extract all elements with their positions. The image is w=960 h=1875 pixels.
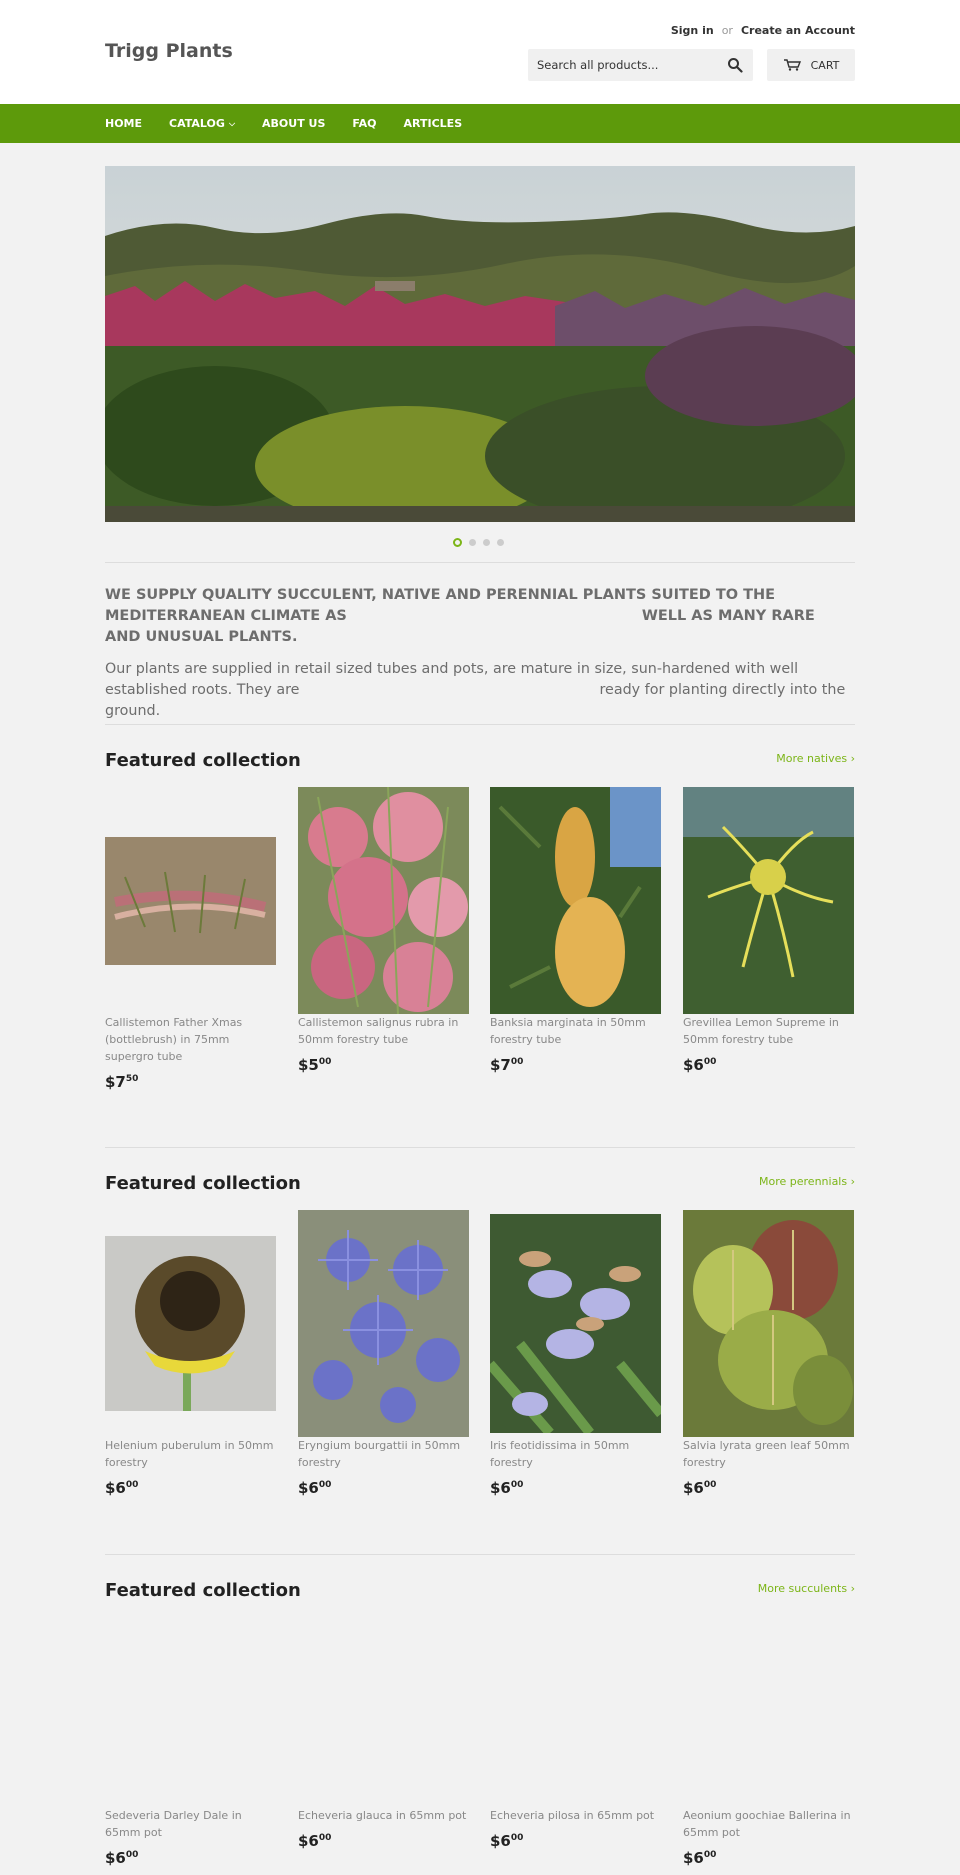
product-title[interactable]: Sedeveria Darley Dale in 65mm pot xyxy=(105,1809,242,1839)
product-card[interactable] xyxy=(298,787,469,1074)
product-image xyxy=(490,1214,661,1433)
product-card[interactable] xyxy=(683,787,854,1074)
product-image xyxy=(683,1210,854,1437)
product-image xyxy=(683,1563,854,1807)
slide-dot-4[interactable] xyxy=(497,539,504,546)
product-image xyxy=(298,1210,469,1437)
hero-slideshow[interactable] xyxy=(105,166,855,522)
nav-articles[interactable]: ARTICLES xyxy=(403,117,463,130)
cart-icon xyxy=(783,59,801,71)
product-image xyxy=(490,787,661,1014)
section-title: Featured collection xyxy=(105,1173,301,1194)
product-card[interactable] xyxy=(105,1563,276,1867)
more-perennials-link[interactable]: More perennials › xyxy=(759,1175,855,1188)
product-title[interactable]: Eryngium bourgattii in 50mm forestry xyxy=(298,1439,461,1469)
nav-about-us[interactable]: ABOUT US xyxy=(262,117,326,130)
product-card[interactable] xyxy=(683,1563,854,1867)
product-image xyxy=(105,1563,276,1807)
product-price: $\$6^{00}$ xyxy=(683,1849,717,1867)
product-title[interactable]: Callistemon salignus rubra in 50mm forestry tube xyxy=(298,1016,459,1046)
product-card[interactable] xyxy=(105,787,276,1091)
site-logo[interactable]: Trigg Plants xyxy=(105,40,233,62)
product-card[interactable] xyxy=(490,787,661,1074)
divider xyxy=(105,1147,855,1148)
sign-in-link[interactable]: Sign in xyxy=(670,24,714,37)
slide-dot-2[interactable] xyxy=(469,539,476,546)
section-title: Featured collection xyxy=(105,1580,301,1601)
product-image xyxy=(683,787,854,1014)
section-title: Featured collection xyxy=(105,750,301,771)
chevron-down-icon: ⌵ xyxy=(228,118,236,128)
divider xyxy=(105,1554,855,1555)
nav-catalog[interactable]: CATALOG ⌵ xyxy=(169,117,236,130)
product-price: $\$6^{00}$ xyxy=(490,1479,524,1497)
create-account-link[interactable]: Create an Account xyxy=(740,24,855,37)
product-price: $\$6^{00}$ xyxy=(298,1832,332,1850)
product-title[interactable]: Helenium puberulum in 50mm forestry xyxy=(105,1439,274,1469)
product-price: $\$5^{00}$ xyxy=(298,1056,332,1074)
product-price: $\$6^{00}$ xyxy=(490,1832,524,1850)
divider xyxy=(105,562,855,563)
account-links xyxy=(671,24,855,37)
product-card[interactable] xyxy=(490,1563,661,1850)
product-image xyxy=(298,787,469,1014)
product-price: $\$6^{00}$ xyxy=(683,1056,717,1074)
more-succulents-link[interactable]: More succulents › xyxy=(757,1582,855,1595)
product-card[interactable] xyxy=(490,1210,661,1497)
slide-dot-3[interactable] xyxy=(483,539,490,546)
divider xyxy=(105,724,855,725)
product-price: $\$7^{50}$ xyxy=(105,1073,139,1091)
product-image xyxy=(105,837,276,965)
product-price: $\$6^{00}$ xyxy=(105,1849,139,1867)
product-card[interactable] xyxy=(298,1563,469,1850)
nav-home[interactable]: HOME xyxy=(105,117,143,130)
product-title[interactable]: Salvia lyrata green leaf 50mm forestry xyxy=(683,1439,850,1469)
product-card[interactable] xyxy=(105,1210,276,1497)
product-title[interactable]: Banksia marginata in 50mm forestry tube xyxy=(490,1016,646,1046)
product-image xyxy=(490,1563,661,1807)
search-box xyxy=(528,49,753,81)
slide-dot-1[interactable] xyxy=(453,538,462,547)
cart-label: CART xyxy=(810,58,840,72)
product-title[interactable]: Echeveria glauca in 65mm pot xyxy=(298,1809,467,1822)
product-price: $\$6^{00}$ xyxy=(298,1479,332,1497)
product-title[interactable]: Grevillea Lemon Supreme in 50mm forestry tube xyxy=(683,1016,839,1046)
product-price: $\$7^{00}$ xyxy=(490,1056,524,1074)
site-header xyxy=(0,0,960,104)
hero-garden-image xyxy=(105,166,855,522)
tagline: WE SUPPLY QUALITY SUCCULENT, NATIVE AND PERENNIAL PLANTS SUITED TO THE MEDITERRANEAN CLIMATE AS WELL AS MANY RARE AND UNUSUAL PLANTS. xyxy=(105,587,815,645)
slideshow-dots xyxy=(453,538,504,547)
or-text: or xyxy=(721,24,733,37)
cart-button[interactable] xyxy=(767,49,855,81)
more-natives-link[interactable]: More natives › xyxy=(776,752,855,765)
product-title[interactable]: Aeonium goochiae Ballerina in 65mm pot xyxy=(683,1809,851,1839)
product-card[interactable] xyxy=(683,1210,854,1497)
product-title[interactable]: Callistemon Father Xmas (bottlebrush) in 75mm supergro tube xyxy=(105,1016,243,1063)
intro-text: Our plants are supplied in retail sized tubes and pots, are mature in size, sun-hardened with well established roots. They are ready for planting directly into the ground. xyxy=(105,661,846,719)
product-image xyxy=(105,1236,276,1411)
product-price: $\$6^{00}$ xyxy=(683,1479,717,1497)
product-card[interactable] xyxy=(298,1210,469,1497)
product-image xyxy=(298,1563,469,1807)
product-title[interactable]: Iris feotidissima in 50mm forestry xyxy=(490,1439,630,1469)
product-title[interactable]: Echeveria pilosa in 65mm pot xyxy=(490,1809,655,1822)
search-input[interactable] xyxy=(528,58,718,72)
search-icon[interactable] xyxy=(727,57,743,73)
main-nav xyxy=(0,104,960,143)
nav-faq[interactable]: FAQ xyxy=(352,117,377,130)
product-price: $\$6^{00}$ xyxy=(105,1479,139,1497)
